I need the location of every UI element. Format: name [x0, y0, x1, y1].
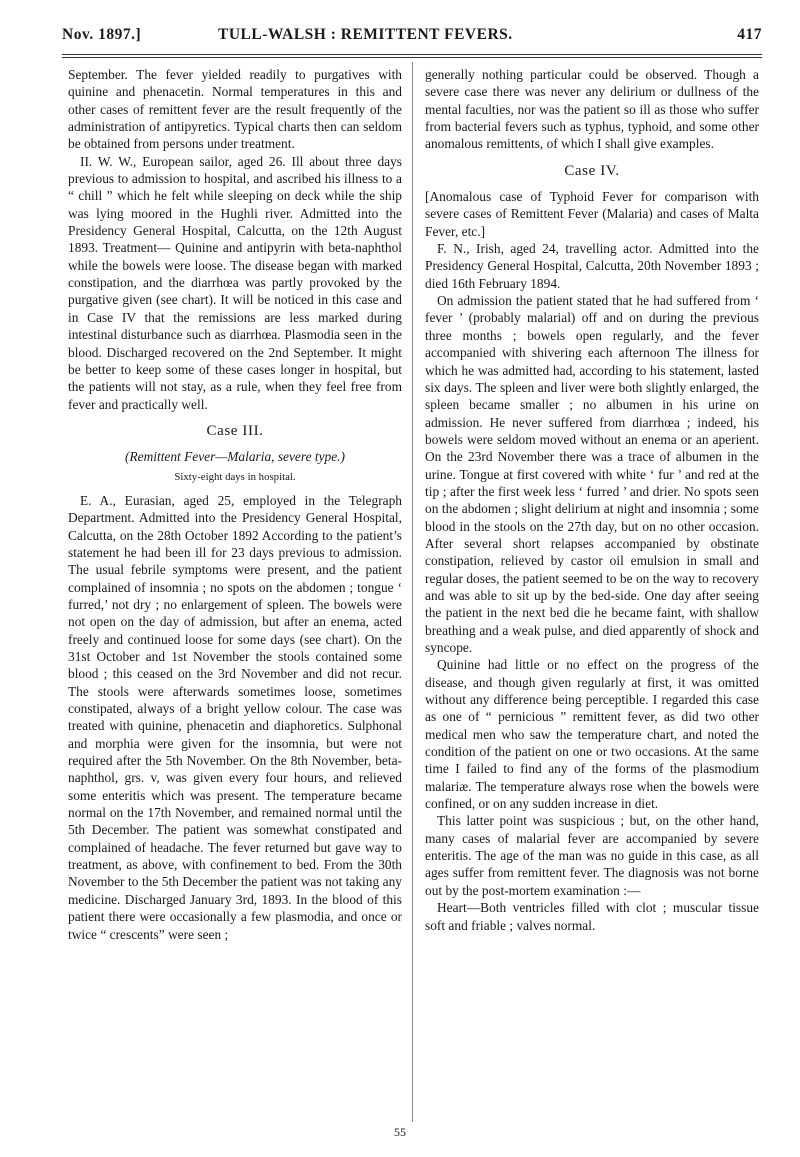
paragraph: F. N., Irish, aged 24, travelling actor. Admitted into the Presidency General Hospital, Calcutta, 20th November 1893 ; died 16th February 1894.	[425, 241, 759, 291]
header-date: Nov. 1897.]	[62, 26, 142, 43]
paragraph: Quinine had little or no effect on the progress of the disease, and though given regularly at first, it was omitted without any difference being perceptible. I regarded this case as one of “ pernicious ” remittent fever, as did two other medical men who saw the temperature chart, and noted the condition of the patient on one or two occasions. At the same time I failed to find any of the forms of the plasmodium malariæ. The temperature always rose when the bowels were confined, or on any sudden increase in diet.	[425, 657, 759, 812]
header-title: TULL-WALSH : REMITTENT FEVERS.	[218, 26, 513, 43]
paragraph: II. W. W., European sailor, aged 26. Ill about three days previous to admission to hospital, and ascribed his illness to a “ chill ” which he felt while sleeping on deck while the ship was lying moored in the Hughli river. Admitted into the Presidency General Hospital, Calcutta, on the 12th August 1893. Treatment— Quinine and antipyrin with beta-naphthol while the bowels were loose. The disease began with marked constipation, and the diarrhœa was partly provoked by the purgative given (see chart). It will be noticed in this case and in Case IV that the remissions are less marked during intestinal disturbance such as diarrhœa. Plasmodia seen in the blood. Discharged recovered on the 2nd September. It might be better to keep some of these cases longer in hospital, but the patients will not stay, as a rule, when they feel free from fever and practically well.	[68, 153, 402, 412]
header-rule-top	[62, 54, 762, 55]
paragraph: September. The fever yielded readily to purgatives with quinine and phenacetin. Normal temperatures in this and other cases of remittent fever are the result frequently of the administration of antipyretics. Typical charts then can seldom be obtained from persons under treatment.	[68, 67, 402, 152]
running-header	[62, 26, 762, 50]
paragraph: Heart—Both ventricles filled with clot ; muscular tissue soft and friable ; valves normal.	[425, 900, 759, 933]
case-subheading: (Remittent Fever—Malaria, severe type.)	[125, 449, 345, 465]
right-column	[425, 66, 759, 934]
case-heading: Case IV.	[564, 162, 620, 179]
case-description: [Anomalous case of Typhoid Fever for comparison with severe cases of Remittent Fever (Malaria) and cases of Malta Fever, etc.]	[425, 189, 759, 239]
case-heading: Case III.	[206, 422, 264, 439]
left-column	[68, 66, 402, 943]
header-rule-bottom	[62, 57, 762, 58]
paragraph: E. A., Eurasian, aged 25, employed in the Telegraph Department. Admitted into the Presidency General Hospital, Calcutta, on the 28th October 1892 According to the patient’s statement he had been ill for 23 days previous to admission. The usual febrile symptoms were present, and the patient complained of insomnia ; no spots on the abdomen ; tongue ‘ furred,’ not dry ; no enlargement of spleen. The bowels were not open on the day of admission, but after an enema, acted freely and continued loose for some days (see chart). On the 31st October and 1st November the stools contained some blood ; this ceased on the 3rd November and did not recur. The stools were afterwards sometimes loose, sometimes constipated, always of a bright yellow colour. The case was treated with quinine, phenacetin and diaphoretics. Sulphonal and morphia were given for the insomnia, but were not required after the 5th November. On the 8th November, beta-naphthol, grs. v, was given every four hours, and relieved some enteritis which was present. The temperature became normal on the 17th November, and remained normal until the 5th December. The patient was somewhat constipated and complained of headache. The fever returned but gave way to treatment, as above, with confinement to bed. From the 30th November to the 5th December the patient was not taking any medicine. Discharged January 3rd, 1893. In the blood of this patient there were occasionally a few plasmodia, and once or twice “ crescents” were seen ;	[68, 492, 402, 942]
case-note: Sixty-eight days in hospital.	[174, 470, 296, 483]
signature-mark: 55	[394, 1125, 406, 1139]
column-divider	[412, 62, 413, 1122]
paragraph: generally nothing particular could be observed. Though a severe case there was never any delirium or dullness of the mental faculties, nor was the patient so ill as those who suffer from bacterial fevers such as typhus, typhoid, and some other anomalous remittents, of which I shall give examples.	[425, 67, 759, 152]
paragraph: This latter point was suspicious ; but, on the other hand, many cases of malarial fever are accompanied by severe enteritis. The age of the man was no guide in this case, as all ages suffer from remittent fever. The diagnosis was not borne out by the post-mortem examination :—	[425, 813, 759, 898]
header-page-number: 417	[737, 26, 762, 43]
paragraph: On admission the patient stated that he had suffered from ‘ fever ’ (probably malarial) off and on during the previous three months ; bowels open regularly, and the fever accompanied with shivering each afternoon The illness for which he was admitted had, according to his statement, lasted six days. The spleen and liver were both slightly enlarged, the spleen became smaller ; no albumen in his urine on admission. He never suffered from diarrhœa ; indeed, his bowels were seldom moved without an enema or an aperient. On the 23rd November there was a trace of albumen in the urine. Tongue at first covered with white ‘ fur ’ and red at the tip ; after the first week less ‘ furred ’ and drier. No spots seen on the abdomen ; slight delirium at night and insomnia ; some blood in the stools on the 27th day, but on no other occasion. After several short relapses accompanied by obstinate constipation, relieved by castor oil emulsion in small and regular doses, the patient seemed to be on the way to recovery and was able to sit up by the bed-side. One day after seeing the patient in the next bed die he became faint, with shallow breathing and a weak pulse, and died apparently of shock and syncope.	[425, 293, 759, 655]
